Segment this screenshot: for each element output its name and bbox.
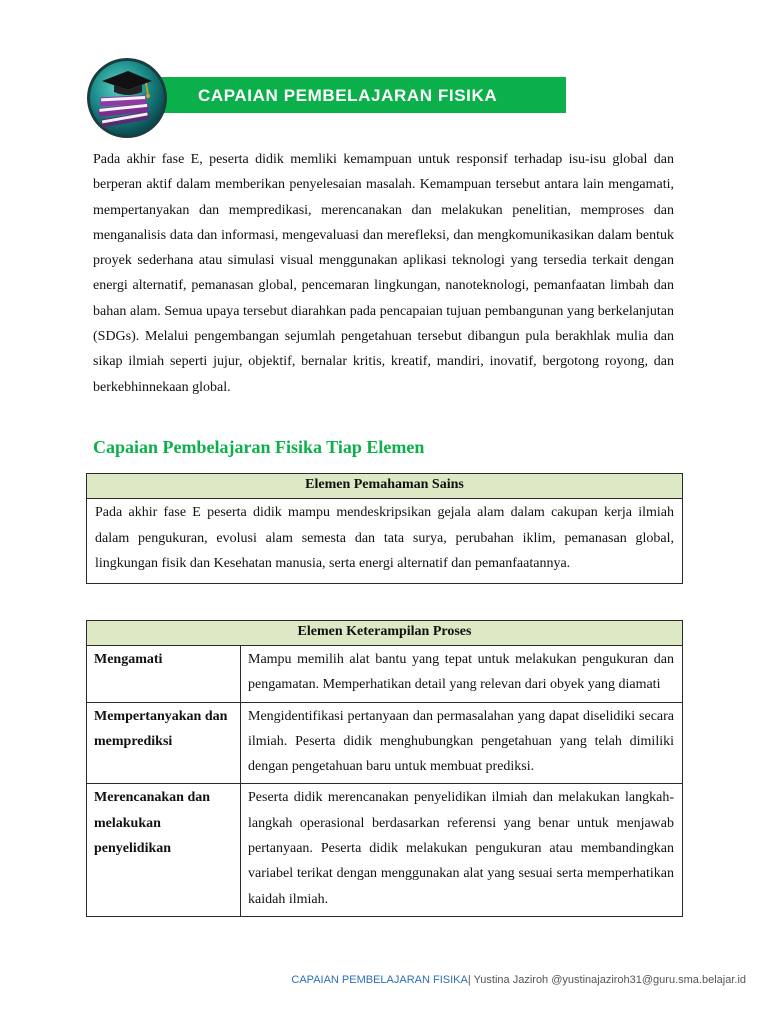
table-row (87, 646, 683, 703)
footer-author: Yustina Jaziroh @yustinajaziroh31@guru.sma.belajar.id (473, 974, 746, 986)
pemahaman-sains-table (86, 473, 683, 584)
graduation-cap-books-icon (86, 57, 168, 139)
row-description: Mampu memilih alat bantu yang tepat untuk melakukan pengukuran dan pengamatan. Memperhatikan detail yang relevan dari obyek yang diamati (241, 646, 683, 703)
table-cell: Pada akhir fase E peserta didik mampu mendeskripsikan gejala alam dalam cakupan kerja ilmiah dalam pengukuran, evolusi alam semesta dan tata surya, perubahan iklim, pemanasan global, lingkungan fisik dan Kesehatan manusia, serta energi alternatif dan pemanfaatannya. (87, 499, 683, 584)
row-label: Mempertanyakan dan memprediksi (87, 702, 241, 784)
keterampilan-proses-table (86, 620, 683, 917)
row-label: Merencanakan dan melakukan penyelidikan (87, 784, 241, 916)
row-description: Mengidentifikasi pertanyaan dan permasalahan yang dapat diselidiki secara ilmiah. Peserta didik menghubungkan pengetahuan yang telah dimiliki dengan pengetahuan baru untuk membuat prediksi. (241, 702, 683, 784)
table-header: Elemen Keterampilan Proses (87, 621, 683, 646)
footer-separator: | (467, 974, 471, 986)
page-title: CAPAIAN PEMBELAJARAN FISIKA (198, 86, 498, 105)
table-row (87, 784, 683, 916)
page-footer (291, 974, 746, 986)
section-heading: Capaian Pembelajaran Fisika Tiap Elemen (93, 437, 425, 457)
footer-document-title: CAPAIAN PEMBELAJARAN FISIKA (291, 974, 468, 986)
row-label: Mengamati (87, 646, 241, 703)
table-row (87, 702, 683, 784)
row-description: Peserta didik merencanakan penyelidikan ilmiah dan melakukan langkah-langkah operasional berdasarkan referensi yang benar untuk menjawab pertanyaan. Peserta didik melakukan pengukuran atau membandingkan variabel terikat dengan menggunakan alat yang sesuai serta memperhatikan kaidah ilmiah. (241, 784, 683, 916)
title-banner (120, 77, 566, 113)
intro-paragraph: Pada akhir fase E, peserta didik memliki kemampuan untuk responsif terhadap isu-isu global dan berperan aktif dalam memberikan penyelesaian masalah. Kemampuan tersebut antara lain mengamati, mempertanyakan dan mempredikasi, merencanakan dan melakukan penelitian, memproses dan menganalisis data dan informasi, mengevaluasi dan merefleksi, dan mengkomunikasikan dalam bentuk proyek sederhana atau simulasi visual menggunakan aplikasi teknologi yang tersedia terkait dengan energi alternatif, pemanasan global, pencemaran lingkungan, nanoteknologi, pemanfaatan limbah dan bahan alam. Semua upaya tersebut diarahkan pada pencapaian tujuan pembangunan yang berkelanjutan (SDGs). Melalui pengembangan sejumlah pengetahuan tersebut dibangun pula berakhlak mulia dan sikap ilmiah seperti jujur, objektif, bernalar kritis, kreatif, mandiri, inovatif, bergotong royong, dan berkebhinnekaan global. (93, 152, 674, 395)
table-header: Elemen Pemahaman Sains (87, 474, 683, 499)
